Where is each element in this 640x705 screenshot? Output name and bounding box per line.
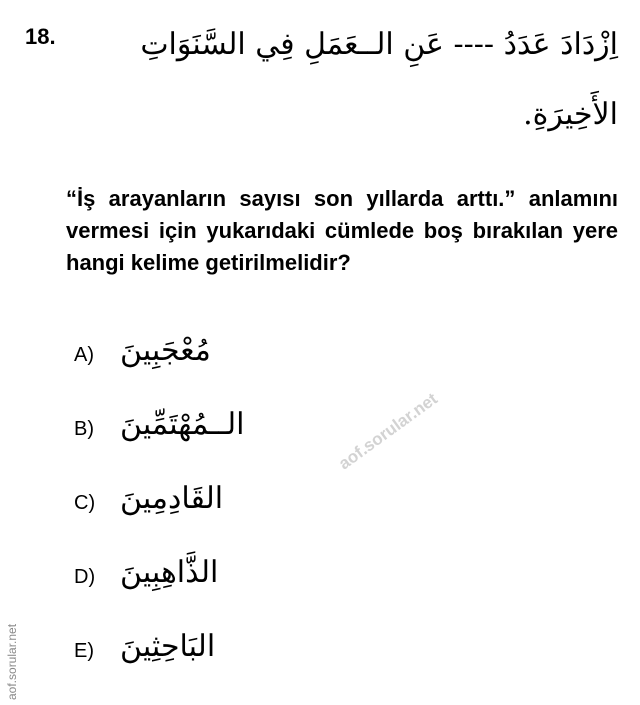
option-b[interactable] (74, 407, 274, 460)
watermark-center: aof.sorular.net (335, 389, 441, 474)
option-arabic-text: البَاحِثِينَ (120, 629, 216, 664)
watermark-side: aof.sorular.net (5, 623, 19, 700)
option-letter: D) (74, 566, 96, 588)
arabic-sentence-line-2: الأَخِيرَةِ. (523, 97, 618, 132)
option-letter: C) (74, 492, 96, 514)
option-arabic-text: الــمُهْتَمِّينَ (120, 407, 245, 442)
option-letter: B) (74, 418, 94, 440)
option-letter: E) (74, 640, 94, 662)
question-prompt: “İş arayanların sayısı son yıllarda arttı.” anlamını vermesi için yukarıdaki cümlede boş bırakılan yere hangi kelime getirilmelidir? (66, 186, 618, 275)
option-e[interactable] (74, 629, 274, 682)
arabic-sentence-line-1: اِزْدَادَ عَدَدُ ---- عَنِ الــعَمَلِ فِي السَّنَوَاتِ (140, 27, 618, 62)
option-arabic-text: القَادِمِينَ (120, 481, 224, 516)
option-a[interactable] (74, 333, 274, 386)
question-number: 18. (25, 24, 56, 49)
option-d[interactable] (74, 555, 274, 608)
option-letter: A) (74, 344, 94, 366)
option-arabic-text: الذَّاهِبِينَ (120, 555, 219, 590)
option-arabic-text: مُعْجَبِينَ (120, 333, 211, 368)
option-c[interactable] (74, 481, 274, 534)
